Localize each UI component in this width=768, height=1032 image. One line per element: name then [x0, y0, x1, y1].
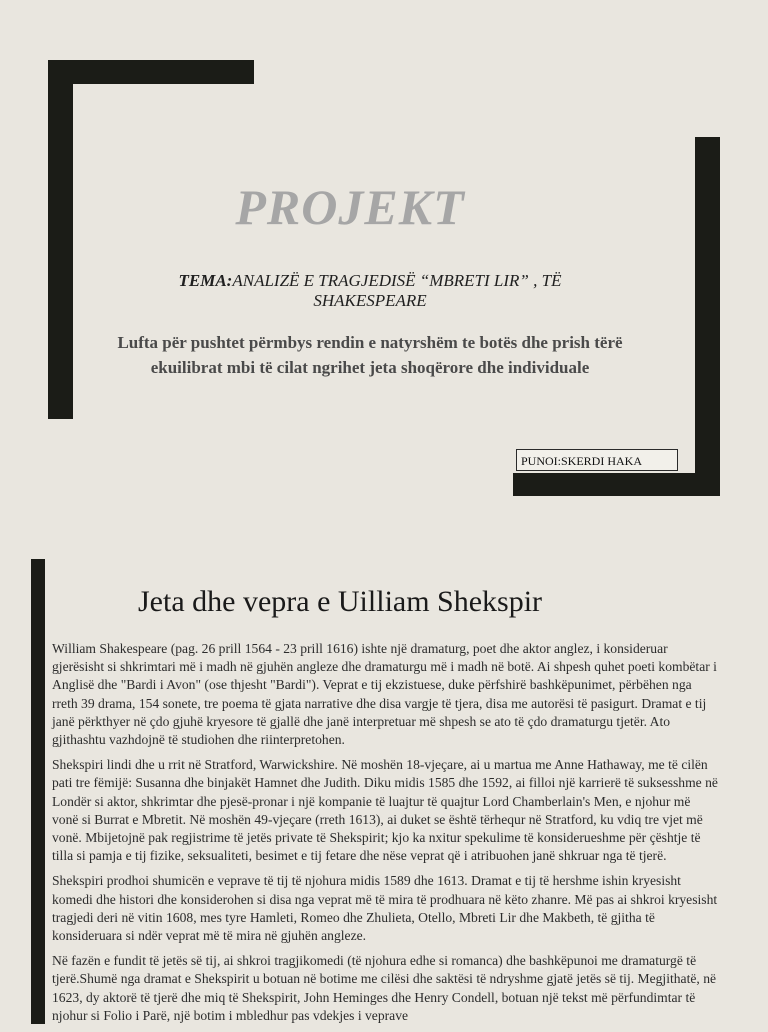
page-title: PROJEKT [235, 179, 465, 235]
theme-line [130, 271, 610, 311]
frame-bottom-right-vertical [695, 137, 720, 496]
paragraph-2: Shekspiri lindi dhe u rrit në Stratford, Warwickshire. Në moshën 18-vjeçare, ai u martua me Anne Hathaway, me të cilën pati tre fëmijë: Susanna dhe binjakët Hamnet dhe Judith. Diku midis 1585 dhe 1592, ai filloi një karrierë të suksesshme në Londër si aktor, shkrimtar dhe pjesë-pronar i një kompanie të luajtur të quajtur Lord Chamberlain's Men, e njohur më vonë si Burrat e Mbretit. Në moshën 49-vjeçare (rreth 1613), ai duket se është tërhequr në Stratford, ku vdiq tre vjet më vonë. Mbijetojnë pak regjistrime të jetës private të Shekspirit; kjo ka nxitur spekulime të konsiderueshme për çështje të tilla si pamja e tij fizike, seksualiteti, besimet e tij fetare dhe nëse veprat që i atribuohen janë shkruar nga të tjerë. [52, 757, 718, 864]
frame-top-left-horizontal [48, 60, 254, 84]
paragraph-1: William Shakespeare (pag. 26 prill 1564 - 23 prill 1616) ishte një dramaturg, poet dhe aktor anglez, i konsideruar gjerësisht si shkrimtari më i madh në gjuhën angleze dhe dramaturgu më i madh në botë. Ai shpesh quhet poeti kombëtar i Anglisë dhe "Bardi i Avon" (ose thjesht "Bardi"). Veprat e tij ekzistuese, duke përfshirë bashkëpunimet, përbëhen nga rreth 39 drama, 154 sonete, tre poema të gjata narrative dhe disa vargje të tjera, disa me autorësi të pasigurt. Dramat e tij janë përkthyer në çdo gjuhë kryesore të gjallë dhe janë interpretuar më shpesh se ato të çdo dramaturgu tjetër. Ato gjithashtu vazhdojnë të studiohen dhe riinterpretohen. [52, 641, 717, 748]
frame-bottom-right-horizontal [513, 473, 720, 496]
theme-label: TEMA: [178, 271, 233, 290]
body-text [52, 640, 720, 1032]
author-box: PUNOI:SKERDI HAKA [516, 449, 678, 471]
frame-top-left-vertical [48, 60, 73, 419]
left-accent-bar [31, 559, 45, 1024]
content-slide [0, 545, 768, 1024]
paragraph-4: Në fazën e fundit të jetës së tij, ai shkroi tragjikomedi (të njohura edhe si romanca) dhe bashkëpunoi me dramaturgë të tjerë.Shumë nga dramat e Shekspirit u botuan në botime me cilësi dhe saktësi të ndryshme gjatë jetës së tij. Megjithatë, në 1623, dy aktorë të tjerë dhe miq të Shekspirit, John Heminges dhe Henry Condell, botuan një tekst më përfundimtar të njohur si Folio i Parë, një botim i mbledhur pas vdekjes i veprave [52, 953, 717, 1023]
section-title: Jeta dhe vepra e Uilliam Shekspir [138, 585, 543, 618]
subtitle: Lufta për pushtet përmbys rendin e natyrshëm te botës dhe prish tërë ekuilibrat mbi të cilat ngrihet jeta shoqërore dhe individuale [117, 333, 623, 377]
paragraph-3: Shekspiri prodhoi shumicën e veprave të tij të njohura midis 1589 dhe 1613. Dramat e tij të hershme ishin kryesisht komedi dhe histori dhe konsiderohen si disa nga veprat më të mira të prodhuara në këto zhanre. Më pas ai shkroi kryesisht tragjedi deri në vitin 1608, mes tyre Hamleti, Romeo dhe Zhulieta, Otello, Mbreti Lir dhe Makbeth, të gjitha të konsideruara si ndër veprat më të mira në gjuhën angleze. [52, 873, 718, 944]
theme-text: ANALIZË E TRAGJEDISË “MBRETI LIR” , TË SHAKESPEARE [232, 271, 562, 310]
